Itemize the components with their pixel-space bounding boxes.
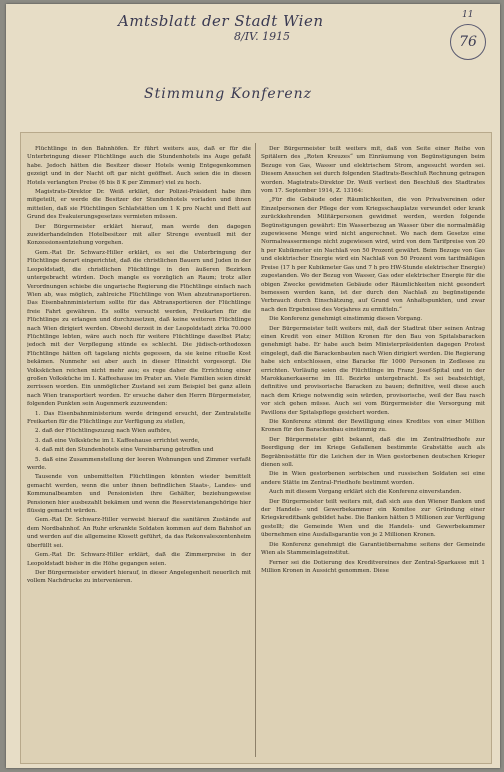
paragraph: Gem.-Rat Dr. Schwarz-Hiller erklärt, es sei die Unterbringung der Flüchtlinge derart eingerichtet, daß die christlichen Bauern und Juden in der Leopoldstadt, die christlichen Flüchtlinge in den äußeren Bezirken untergebracht würden. Doch mangle es vorzüglich an Raum; trotz aller Verordnungen schiebe die ungarische Regierung die Flüchtlinge einfach nach Wien ab, was möglich, zahlreiche Flüchtlinge von Wien abzutransportieren. Das Eisenbahnministerium sollte für das Abtransportieren der Flüchtlinge freie Fahrt gewähren. Es sollte versucht werden, Freikarten für die Flüchtlinge zu erlangen und durchzusetzen, daß keine weiteren Flüchtlinge nach Wien dirigiert werden. Obwohl derzeit in der Leopoldstadt zirka 70.000 Flüchtlinge lebten, wäre auch noch für weitere Flüchtlinge daselbst Platz; jedoch mit der Verpflegung stünde es schlecht. Die jüdisch-orthodoxen Flüchtlinge hätten oft tagelang nichts gegessen, da sie keine rituelle Kost bekämen. Nunmehr sei aber auch in dieser Hinsicht vorgesorgt. Die Volksküchen reichen nicht mehr aus; es rege daher die Errichtung einer großen Volksküche im I. Kaffeehause im Prater an. Viele Familien seien direkt zerrissen worden. Ein unmöglicher Zustand sei zum Beispiel bei ganz allein nach Wien transportiert worden. Er ersuche daher den Herrn Bürgermeister, folgenden Punkten sein Augenmerk zuzuwenden: bbox=[27, 249, 251, 408]
paragraph: 3. daß eine Volksküche im I. Kaffeehause errichtet werde, bbox=[35, 437, 200, 444]
paragraph: Magistrats-Direktor Dr. Weiß erklärt, der Polizei-Präsident habe ihm mitgeteilt, er werde die Besitzer der Stundenhotels vorladen und ihnen mitteilen, daß sie Flüchtlingen Schlafstätten um 1 K pro Nacht und Bett auf Grund des Evakuierungsgesetzes vermieten müssen. bbox=[27, 189, 251, 221]
paragraph: „Für die Gebäude oder Räumlichkeiten, die von Privatvereinen oder Einzelpersonen der Pflege der vom Kriegsschauplatze verwundet oder krank zurückkehrenden Militärpersonen gewidmet werden, werden folgende Begünstigungen gewährt: Ein Wasserbezug an Wasser über die normalmäßig zugewiesene Menge wird nicht angerechnet. Wo nach dem Gesetze eine Normalwassermenge nicht zugewiesen wird, wird von dem Tarifpreise von 20 h per Kubikmeter ein Nachlaß von 50 Prozent gewährt. Beim Bezuge von Gas und elektrischer Energie wird ein Nachlaß von 50 Prozent vom tarifmäßigen Preise (17 h per Kubikmeter Gas und 7 h pro HW-Stunde elektrischer Energie) zugestanden. Wo der Bezug von Wasser, Gas oder elektrischer Energie für die obigen Zwecke gewidmeten Gebäude oder Räumlichkeiten nicht gesondert bemessen werden kann, ist der durch den Nachlaß zu begünstigende Verbrauch durch Einschätzung, auf Grund von Anhaltspunkten, und zwar nach den Ergebnisse des Vorjahres zu ermitteln.“ bbox=[261, 197, 485, 313]
paragraph: Der Bürgermeister teilt weiters mit, daß sich aus den Wiener Banken und der Handels- und Gewerbekammer ein Komitee zur Gründung einer Kriegskreditbank gebildet habe. Die Banken hätten 5 Millionen zur Verfügung gestellt; die Gemeinde Wien und die Handels- und Gewerbekammer übernehmen eine Ausfallsgarantie von je 2 Millionen Kronen. bbox=[261, 498, 485, 539]
paragraph: Auch mit diesem Vorgang erklärt sich die Konferenz einverstanden. bbox=[269, 489, 462, 496]
paragraph: Der Bürgermeister erwidert hierauf, in dieser Angelegenheit neuerlich mit vollem Nachdrucke zu intervenieren. bbox=[27, 569, 251, 585]
newspaper-clipping bbox=[20, 132, 492, 764]
paragraph: Gem.-Rat Dr. Schwarz-Hiller verweist hierauf die sanitären Zustände auf dem Nordbahnhof. An Ruhr erkrankte Soldaten kommen auf dem Bahnhof an und werden auf die allgemeine Klosett geführt, da das Rekonvaleszentenheim überfüllt sei. bbox=[27, 517, 251, 549]
paragraph: Flüchtlinge in den Bahnhöfen. Er führt weiters aus, daß er für die Unterbringung dieser Flüchtlinge auch die Stundenhotels ins Auge gefaßt habe. Jedoch hätten die Besitzer dieser Hotels wenig Entgegenkommen gezeigt und in der Nacht oft gar nicht geöffnet. Auch seien die in diesen Hotels verlangten Preise (6 bis 8 K per Zimmer) viel zu hoch. bbox=[27, 146, 251, 186]
circled-page-number: 76 bbox=[450, 24, 486, 60]
column-divider bbox=[255, 143, 256, 757]
paragraph: Die Konferenz stimmt der Bewilligung eines Kredites von einer Million Kronen für den Barackenbau einstimmig zu. bbox=[261, 419, 485, 434]
paragraph: Der Bürgermeister teilt weiters mit, daß von Seite einer Reihe von Spitälern des „Roten Kreuzes“ um Einräumung von Begünstigungen beim Bezuge von Gas, Wasser und elektrischem Strom, angesucht worden sei. Diesem Ansuchen sei durch folgenden Stadtrats-Beschluß Rechnung getragen worden. Magistrats-Direktor Dr. Weiß verliest den Beschluß des Stadtrates vom 17. September 1914, Z. 13164: bbox=[261, 146, 485, 195]
paragraph: Gem.-Rat Dr. Schwarz-Hiller erklärt, daß die Zimmerpreise in der Leopoldstadt bisher in die Höhe gegangen seien. bbox=[27, 552, 251, 567]
paragraph: Der Bürgermeister erklärt hierauf, man werde den dagegen zuwiderhandelnden Hotelbesitzer mit aller Strenge eventuell mit der Konzessionsentziehung vorgehen. bbox=[27, 223, 251, 247]
archive-sheet bbox=[6, 4, 500, 768]
paragraph: Die Konferenz genehmigt die Garantieübernahme seitens der Gemeinde Wien als Stammeinlageinstitut. bbox=[261, 541, 485, 557]
paragraph: 2. daß der Flüchtlingszuzug nach Wien aufhöre, bbox=[35, 428, 172, 435]
handwritten-source-note: Amtsblatt der Stadt Wien bbox=[118, 12, 324, 30]
paragraph: Die in Wien gestorbenen serbischen und russischen Soldaten sei eine andere Stätte im Zentral-Friedhofe bestimmt worden. bbox=[261, 471, 485, 486]
handwritten-topic: Stimmung Konferenz bbox=[144, 86, 313, 102]
paragraph: Tausende von unbemittelten Flüchtlingen könnten wieder bemittelt gemacht werden, wenn die unter ihnen befindlichen Staats-, Landes- und Kommunalbeamten und Pensionisten ihre Gehälter, beziehungsweise Pensionen hier ausbezahlt bekämen und wenn die Reservistenangehörige hier flüssig gemacht würden. bbox=[27, 474, 251, 515]
clipping-left-column bbox=[27, 145, 251, 757]
handwritten-date: 8/IV. 1915 bbox=[234, 30, 291, 43]
clipping-right-column bbox=[261, 145, 485, 757]
paragraph: Die Konferenz genehmigt einstimmig diesen Vorgang. bbox=[269, 316, 423, 323]
paragraph: Der Bürgermeister gibt bekannt, daß die im Zentralfriedhofe zur Beerdigung der im Kriege Gefallenen bestimmte Grabstätte auch als Begräbnisstätte für die Leichen der in Wien gestorbenen deutschen Krieger dienen soll. bbox=[261, 436, 485, 469]
paragraph: Ferner sei die Dotierung des Kreditvereines der Zentral-Sparkasse mit 1 Million Kronen in Aussicht genommen. Diese bbox=[261, 559, 485, 574]
paragraph: 4. daß mit den Stundenhotels eine Vereinbarung getroffen und bbox=[35, 447, 214, 454]
paragraph: Der Bürgermeister teilt weiters mit, daß der Stadtrat über seinen Antrag einen Kredit von einer Million Kronen für den Bau von Spitalsbaracken genehmigt habe. Er habe auch beim Ministerpräsidenten dagegen Protest eingelegt, daß die Barackenbauten nach Wien dirigiert werden. Die Regierung habe sich entschlossen, eine Baracke für 1000 Personen in Zedlesee zu errichten. Vorläufig seien die Flüchtlinge im Franz Josef-Spital und in der Marokkanerkaserne im III. Bezirke untergebracht. Es sei beabsichtigt, definitive und provisorische Baracken zu bauen; definitive, weil diese auch nach dem Kriege notwendig sein würden, provisorische, weil der Bau rasch vor sich gehen müsse. Auch sei vom Bürgermeister die Versorgung mit Pavillons der Spitalspflege gesichert worden. bbox=[261, 325, 485, 416]
paragraph: 5. daß eine Zusammenstellung der leeren Wohnungen und Zimmer verfaßt werde. bbox=[27, 456, 251, 472]
handwritten-corner-mark: 11 bbox=[462, 10, 474, 20]
paragraph: 1. Das Eisenbahnministerium werde dringend ersucht, der Zentralstelle Freikarten für die Flüchtlinge zur Verfügung zu stellen, bbox=[27, 410, 251, 425]
